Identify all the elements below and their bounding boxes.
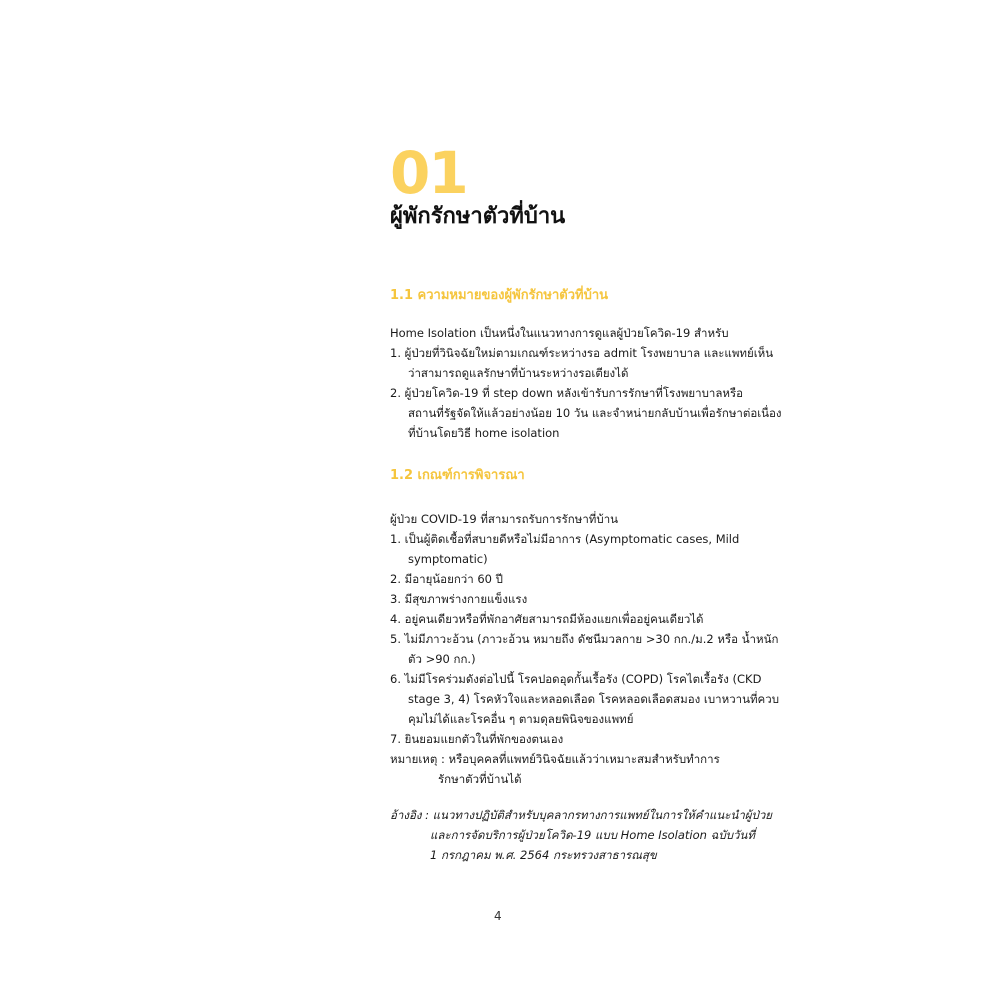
chapter-title: ผู้พักรักษาตัวที่บ้าน	[390, 204, 566, 229]
section-2-line: 5. ไม่มีภาวะอ้วน (ภาวะอ้วน หมายถึง ดัชนีมวลกาย >30 กก./ม.2 หรือ น้ำหนัก	[390, 632, 779, 646]
section-2-line: ผู้ป่วย COVID-19 ที่สามารถรับการรักษาที่บ้าน	[390, 512, 619, 526]
section-2-heading: 1.2 เกณฑ์การพิจารณา	[390, 468, 525, 483]
section-1-body	[390, 323, 790, 443]
section-1-line: สถานที่รัฐจัดให้แล้วอย่างน้อย 10 วัน และจำหน่ายกลับบ้านเพื่อรักษาต่อเนื่อง	[408, 406, 782, 420]
section-2-line: 7. ยินยอมแยกตัวในที่พักของตนเอง	[390, 732, 564, 746]
section-2-note: รักษาตัวที่บ้านได้	[438, 772, 522, 786]
section-1-heading: 1.1 ความหมายของผู้พักรักษาตัวที่บ้าน	[390, 288, 609, 303]
section-2-line: 6. ไม่มีโรคร่วมดังต่อไปนี้ โรคปอดอุดกั้นเรื้อรัง (COPD) โรคไตเรื้อรัง (CKD	[390, 672, 762, 686]
section-2-line: 4. อยู่คนเดียวหรือที่พักอาศัยสามารถมีห้องแยกเพื่ออยู่คนเดียวได้	[390, 612, 704, 626]
section-2-line: ตัว >90 กก.)	[408, 652, 476, 666]
reference-line: 1 กรกฎาคม พ.ศ. 2564 กระทรวงสาธารณสุข	[430, 848, 657, 862]
section-2-line: คุมไม่ได้และโรคอื่น ๆ ตามดุลยพินิจของแพทย์	[408, 712, 634, 726]
section-2-line: stage 3, 4) โรคหัวใจและหลอดเลือด โรคหลอดเลือดสมอง เบาหวานที่ควบ	[408, 692, 780, 706]
section-2-body	[390, 509, 790, 789]
section-2-line: 1. เป็นผู้ติดเชื้อที่สบายดีหรือไม่มีอาการ (Asymptomatic cases, Mild	[390, 532, 740, 546]
section-2-line: 3. มีสุขภาพร่างกายแข็งแรง	[390, 592, 528, 606]
page-number: 4	[494, 909, 502, 923]
chapter-number: 01	[390, 139, 467, 207]
section-2-note: หมายเหตุ : หรือบุคคลที่แพทย์วินิจฉัยแล้วว่าเหมาะสมสำหรับทำการ	[390, 752, 720, 766]
section-2-line: 2. มีอายุน้อยกว่า 60 ปี	[390, 572, 503, 586]
section-1-line: 1. ผู้ป่วยที่วินิจฉัยใหม่ตามเกณฑ์ระหว่างรอ admit โรงพยาบาล และแพทย์เห็น	[390, 346, 774, 360]
section-1-line: Home Isolation เป็นหนึ่งในแนวทางการดูแลผู้ป่วยโควิด-19 สำหรับ	[390, 326, 729, 340]
section-1-line: ว่าสามารถดูแลรักษาที่บ้านระหว่างรอเตียงได้	[408, 366, 629, 380]
section-1-line: ที่บ้านโดยวิธี home isolation	[408, 426, 560, 440]
reference-line: และการจัดบริการผู้ป่วยโควิด-19 แบบ Home Isolation ฉบับวันที่	[430, 828, 755, 842]
reference-line: อ้างอิง : แนวทางปฏิบัติสำหรับบุคลากรทางการแพทย์ในการให้คำแนะนำผู้ป่วย	[390, 808, 773, 822]
section-1-line: 2. ผู้ป่วยโควิด-19 ที่ step down หลังเข้ารับการรักษาที่โรงพยาบาลหรือ	[390, 386, 744, 400]
section-2-line: symptomatic)	[408, 552, 488, 566]
reference	[390, 805, 790, 865]
